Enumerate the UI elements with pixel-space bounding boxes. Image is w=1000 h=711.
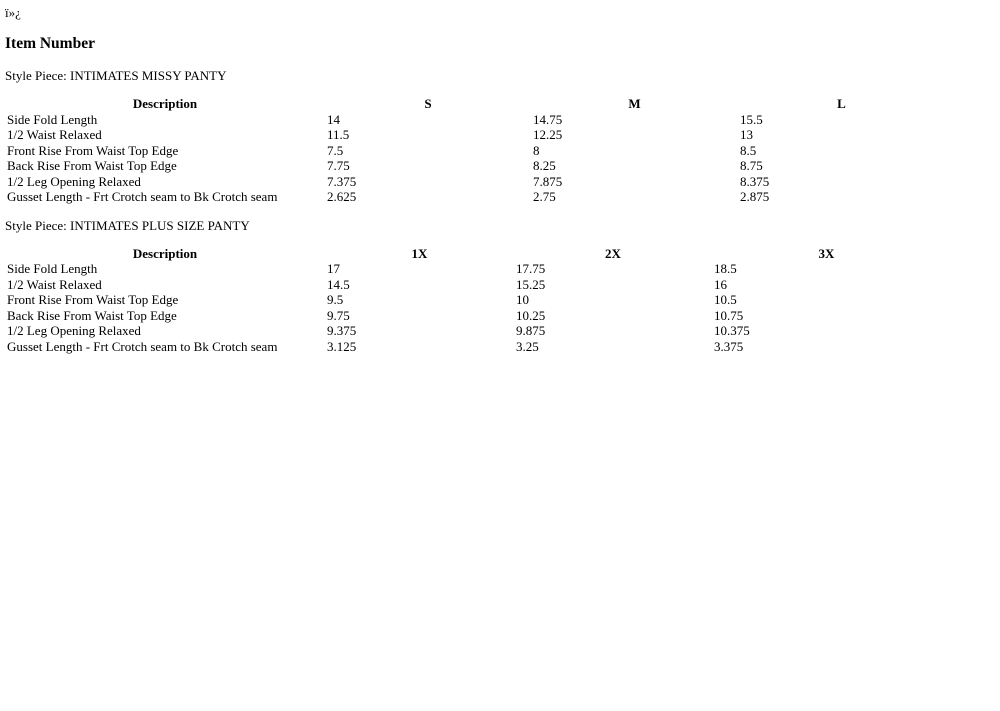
cell-value: 13 <box>740 127 753 142</box>
row-label: 1/2 Waist Relaxed <box>7 127 102 142</box>
column-header-description: Description <box>132 96 198 111</box>
table-row <box>5 112 945 128</box>
column-header-size-s: S <box>424 96 432 111</box>
cell-value: 14.5 <box>327 276 350 292</box>
table-row <box>5 261 941 277</box>
row-label: 1/2 Leg Opening Relaxed <box>7 323 141 338</box>
table-row <box>5 143 945 159</box>
table-row <box>5 308 941 324</box>
table-row <box>5 127 945 143</box>
bom-artifact-text: ï»¿ <box>5 5 21 20</box>
cell-value: 14.75 <box>533 111 563 127</box>
cell-value: 2.875 <box>740 189 770 204</box>
row-label: 1/2 Leg Opening Relaxed <box>7 173 141 189</box>
cell-value: 3.125 <box>327 338 357 354</box>
row-label: Side Fold Length <box>7 261 98 276</box>
cell-value: 15.5 <box>740 111 763 127</box>
plus-size-table <box>5 246 941 355</box>
table-row <box>5 277 941 293</box>
style-piece-label-plus: Style Piece: INTIMATES PLUS SIZE PANTY <box>5 217 250 233</box>
row-label: Gusset Length - Frt Crotch seam to Bk Crotch seam <box>7 338 278 354</box>
column-header-size-2x: 2X <box>605 245 621 261</box>
column-header-size-m: M <box>628 96 641 111</box>
table-row <box>5 339 941 355</box>
cell-value: 2.625 <box>327 189 357 204</box>
cell-value: 8.75 <box>740 158 763 173</box>
cell-value: 14 <box>327 111 340 127</box>
cell-value: 8.5 <box>740 142 757 158</box>
cell-value: 12.25 <box>533 127 563 142</box>
table-row <box>5 292 941 308</box>
style-piece-label-missy: Style Piece: INTIMATES MISSY PANTY <box>5 68 227 83</box>
cell-value: 11.5 <box>327 127 350 142</box>
cell-value: 16 <box>714 276 727 292</box>
cell-value: 3.25 <box>516 338 539 354</box>
cell-value: 15.25 <box>516 276 546 292</box>
table-header-row <box>5 96 945 112</box>
cell-value: 10.375 <box>714 323 750 338</box>
missy-size-table <box>5 96 945 205</box>
cell-value: 9.875 <box>516 323 546 338</box>
row-label: Gusset Length - Frt Crotch seam to Bk Crotch seam <box>7 189 278 204</box>
cell-value: 2.75 <box>533 189 556 204</box>
table-row <box>5 174 945 190</box>
cell-value: 10 <box>516 292 529 307</box>
cell-value: 10.25 <box>516 307 546 323</box>
cell-value: 9.375 <box>327 323 357 338</box>
cell-value: 18.5 <box>714 261 737 276</box>
document-page <box>5 5 995 354</box>
table-row <box>5 158 945 174</box>
cell-value: 7.875 <box>533 173 563 189</box>
column-header-size-1x: 1X <box>411 245 428 261</box>
row-label: 1/2 Waist Relaxed <box>7 276 102 292</box>
table-row <box>5 189 945 205</box>
cell-value: 17 <box>327 261 340 276</box>
cell-value: 9.75 <box>327 307 350 323</box>
cell-value: 10.5 <box>714 292 737 307</box>
table-header-row <box>5 246 941 262</box>
row-label: Front Rise From Waist Top Edge <box>7 292 179 307</box>
row-label: Back Rise From Waist Top Edge <box>7 307 177 323</box>
page-title: Item Number <box>5 35 95 52</box>
cell-value: 7.375 <box>327 173 357 189</box>
cell-value: 8 <box>533 142 540 158</box>
column-header-description: Description <box>132 245 198 261</box>
cell-value: 8.25 <box>533 158 556 173</box>
cell-value: 17.75 <box>516 261 546 276</box>
cell-value: 10.75 <box>714 307 744 323</box>
cell-value: 3.375 <box>714 338 744 354</box>
row-label: Back Rise From Waist Top Edge <box>7 158 177 173</box>
cell-value: 8.375 <box>740 173 770 189</box>
column-header-size-l: L <box>837 96 846 111</box>
row-label: Side Fold Length <box>7 111 98 127</box>
row-label: Front Rise From Waist Top Edge <box>7 142 179 158</box>
table-row <box>5 323 941 339</box>
column-header-size-3x: 3X <box>818 245 835 261</box>
cell-value: 9.5 <box>327 292 344 307</box>
cell-value: 7.75 <box>327 158 350 173</box>
cell-value: 7.5 <box>327 142 344 158</box>
